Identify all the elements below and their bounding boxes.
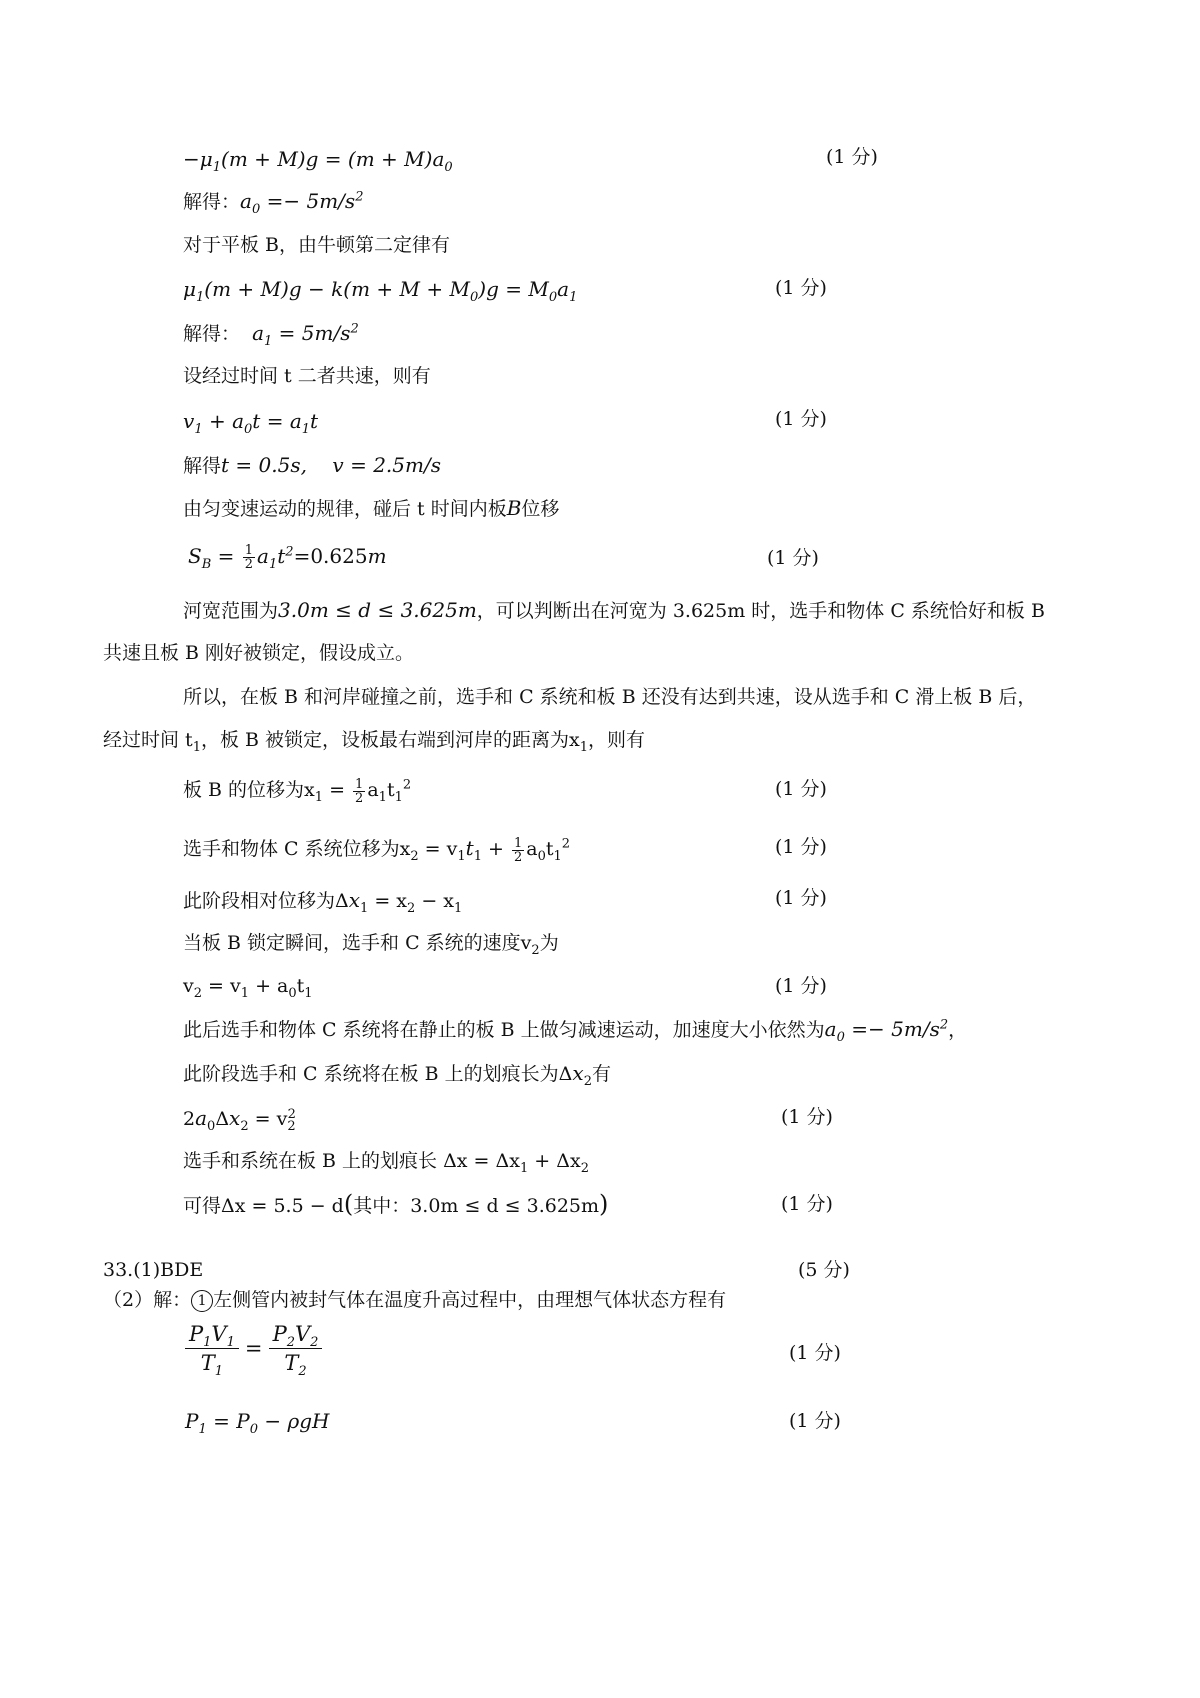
points-2: (1 分) xyxy=(775,277,827,299)
points-3: (1 分) xyxy=(775,408,827,430)
disp-b: 板 B 的位移为$x_1$ = $\frac{1}{2}$ $a_1t_1^2$ xyxy=(183,776,412,806)
equation-gas: $\frac{P_1V_1}{T_1}$ = $\frac{P_2V_2}{T_2}$ xyxy=(185,1320,322,1377)
points-7: (1 分) xyxy=(775,887,827,909)
uniform-rule: 由匀变速运动的规律，碰后 t 时间内板B位移 xyxy=(183,496,560,520)
lock-speed: 当板 B 锁定瞬间，选手和 C 系统的速度$v_2$为 xyxy=(183,932,559,958)
rel-disp: 此阶段相对位移为$\Delta x_1 = x_2 - x_1$ xyxy=(183,888,463,916)
equation-sb: $S_B$ = $\frac{1}{2}$ $a_1t^2=0.625m$ xyxy=(188,543,387,572)
equation-scratch: $2a_0\Delta x_2 = v_2^2$ xyxy=(183,1106,296,1134)
points-1: (1 分) xyxy=(826,146,878,168)
points-5: (1 分) xyxy=(775,778,827,800)
q33-part2: （2）解： 1 左侧管内被封气体在温度升高过程中，由理想气体状态方程有 xyxy=(103,1289,727,1311)
solve-t: 解得t = 0.5s, v = 2.5m/s xyxy=(183,453,441,477)
get-dx: 可得Δx = 5.5 − d(其中：3.0m ≤ d ≤ 3.625m) xyxy=(183,1190,609,1218)
solve-a0: 解得：$a_0 =- 5m/s^2$ xyxy=(183,189,364,217)
so-para-line1: 所以，在板 B 和河岸碰撞之前，选手和 C 系统和板 B 还没有达到共速，设从选手和 C 滑上板 B 后， xyxy=(183,686,1037,708)
points-6: (1 分) xyxy=(775,836,827,858)
board-b-newton: 对于平板 B，由牛顿第二定律有 xyxy=(183,234,451,256)
river-range-line1: 河宽范围为3.0m ≤ d ≤ 3.625m，可以判断出在河宽为 3.625m 时，选手和物体 C 系统恰好和板 B xyxy=(183,598,1045,622)
after-lock: 此后选手和物体 C 系统将在静止的板 B 上做匀减速运动，加速度大小依然为$a_0 =- 5m/s^2$， xyxy=(183,1017,968,1045)
equation-common-speed: $v_1 + a_0t = a_1t$ xyxy=(183,409,319,437)
points-10: (1 分) xyxy=(781,1193,833,1215)
points-8: (1 分) xyxy=(775,975,827,997)
points-13: (1 分) xyxy=(789,1342,841,1364)
scratch-total: 选手和系统在板 B 上的划痕长 $\Delta x = \Delta x_1 + \Delta x_2$ xyxy=(183,1150,589,1176)
points-4: (1 分) xyxy=(767,547,819,569)
so-para-line2: 经过时间 $t_1$，板 B 被锁定，设板最右端到河岸的距离为$x_1$，则有 xyxy=(103,729,646,755)
river-range-line2: 共速且板 B 刚好被锁定，假设成立。 xyxy=(103,642,415,664)
scratch-stage: 此阶段选手和 C 系统将在板 B 上的划痕长为$\Delta x_2$有 xyxy=(183,1061,611,1089)
q33-part1: 33.(1)BDE xyxy=(103,1259,204,1281)
points-12: (5 分) xyxy=(798,1259,850,1281)
points-9: (1 分) xyxy=(781,1106,833,1128)
circled-number: 1 xyxy=(191,1290,213,1312)
points-14: (1 分) xyxy=(789,1410,841,1432)
assume-time: 设经过时间 t 二者共速，则有 xyxy=(183,365,431,387)
equation-friction: $-\mu_1(m + M)g = (m + M)a_0$ xyxy=(183,147,453,175)
disp-c: 选手和物体 C 系统位移为$x_2 = v_1t_1$ + $\frac{1}{2}$ $a_0t_1^2$ xyxy=(183,835,571,865)
equation-board-b: $\mu_1(m + M)g - k(m + M + M_0)g = M_0a_1$ xyxy=(183,277,578,305)
equation-pressure: $P_1 = P_0 - \rho gH$ xyxy=(185,1409,330,1437)
solve-a1: 解得： $a_1 = 5m/s^2$ xyxy=(183,321,359,349)
equation-v2: $v_2 = v_1 + a_0t_1$ xyxy=(183,975,313,1001)
